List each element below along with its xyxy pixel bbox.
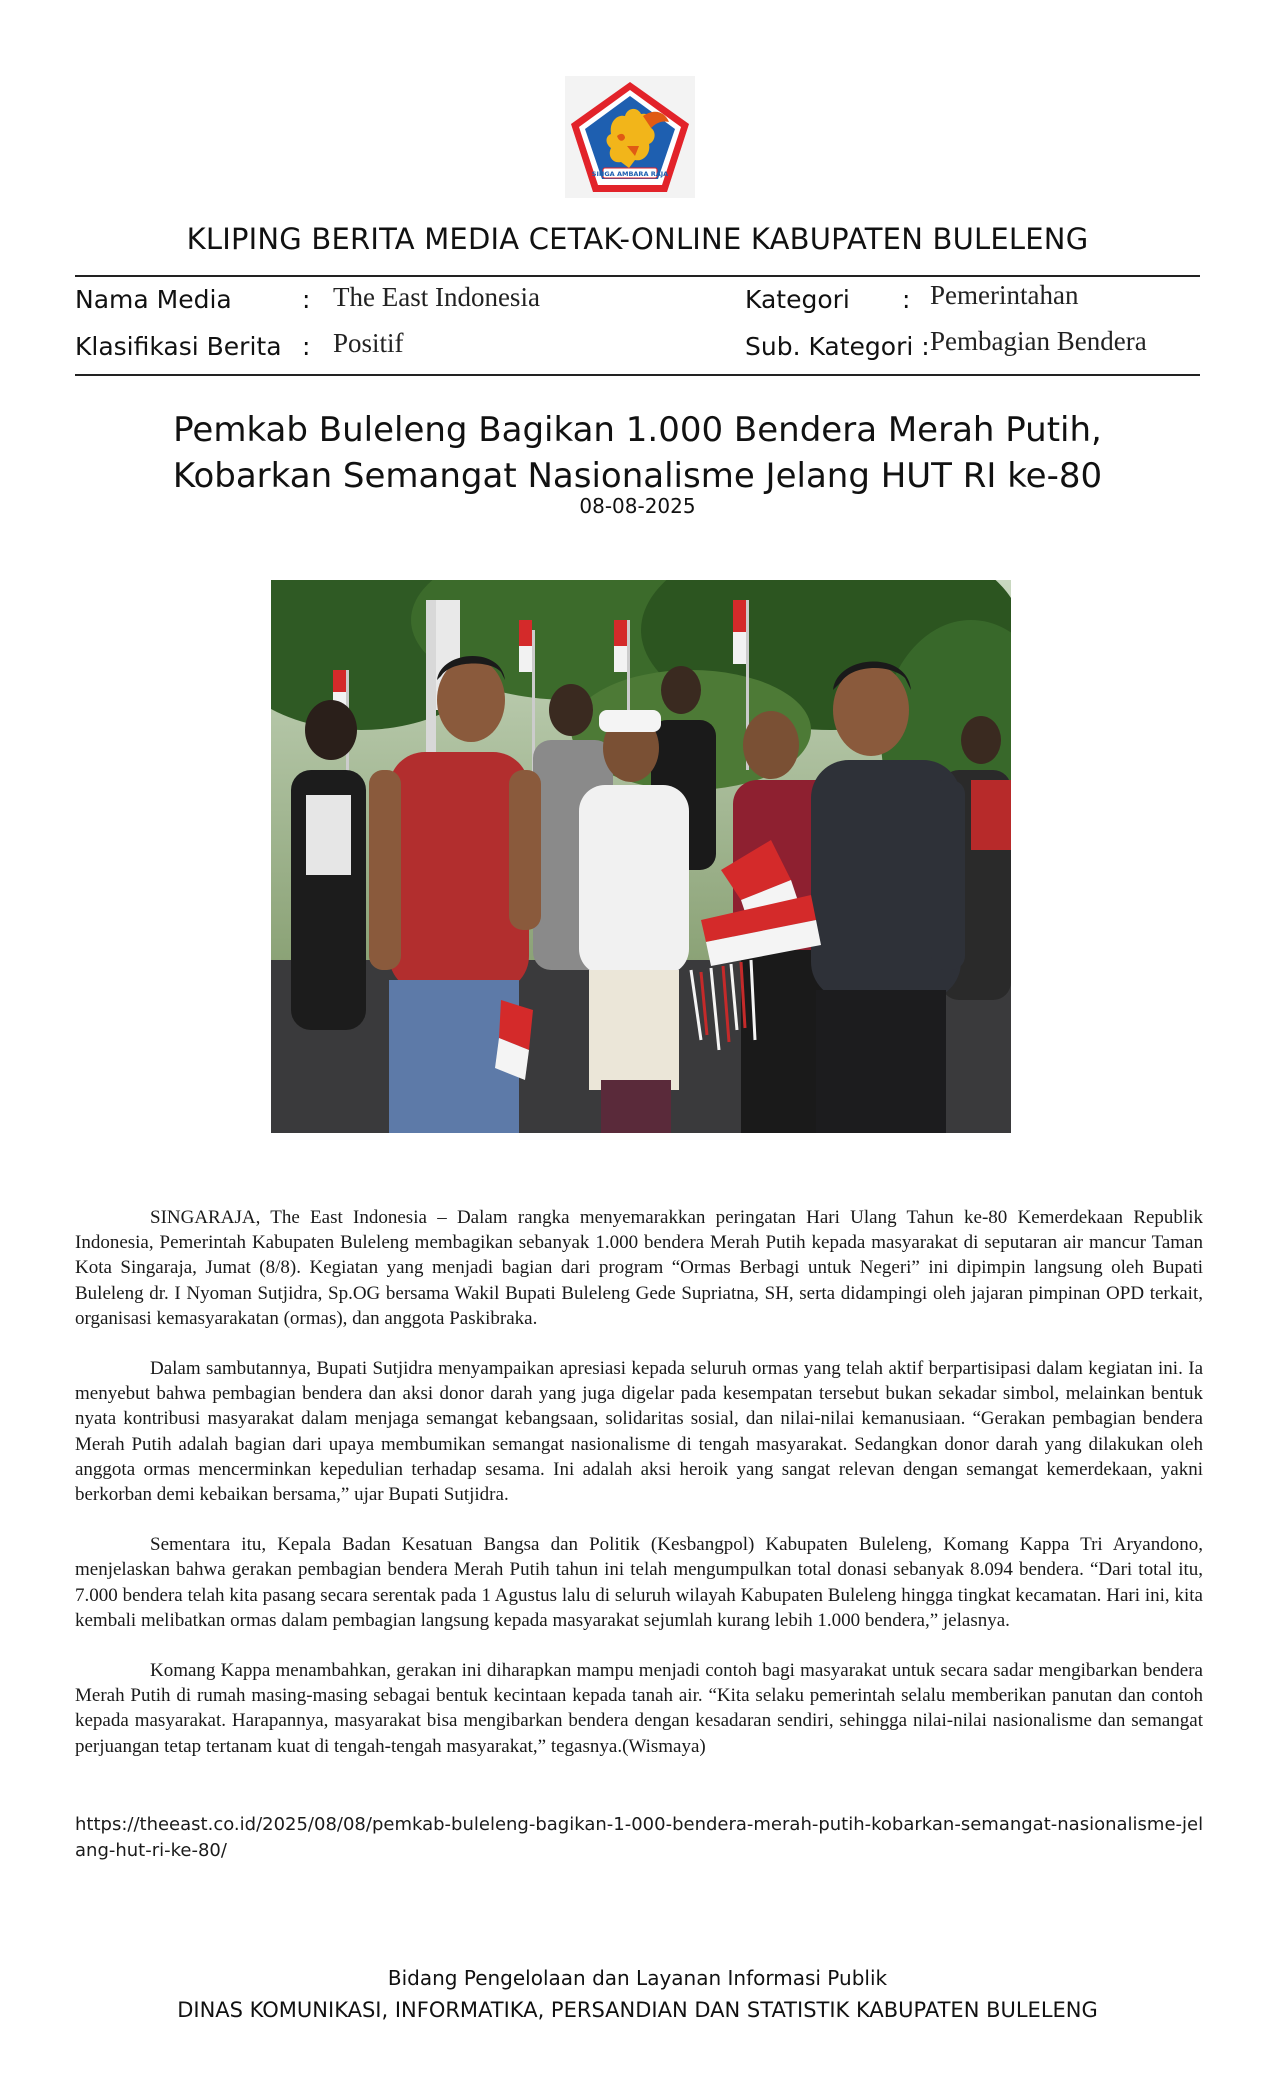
- article-paragraph-1: SINGARAJA, The East Indonesia – Dalam rangka menyemarakkan peringatan Hari Ulang Tahun ke-80 Kemerdekaan Republik Indonesia, Pemerintah Kabupaten Buleleng membagikan sebanyak 1.000 bendera Merah Putih kepada masyarakat di seputaran air mancur Taman Kota Singaraja, Jumat (8/8). Kegiatan yang menjadi bagian dari program “Ormas Berbagi untuk Negeri” ini dipimpin langsung oleh Bupati Buleleng dr. I Nyoman Sutjidra, Sp.OG bersama Wakil Bupati Buleleng Gede Supriatna, SH, serta didampingi oleh jajaran pimpinan OPD terkait, organisasi kemasyarakatan (ormas), dan anggota Paskibraka.: [75, 1207, 1203, 1329]
- divider-top: [75, 275, 1200, 277]
- article-body: [75, 1205, 1203, 1784]
- divider-bottom: [75, 374, 1200, 376]
- source-url[interactable]: https://theeast.co.id/2025/08/08/pemkab-buleleng-bagikan-1-000-bendera-merah-putih-kobarkan-semangat-nasionalisme-jelang-hut-ri-ke-80/: [75, 1814, 1204, 1861]
- page-header-title: KLIPING BERITA MEDIA CETAK-ONLINE KABUPATEN BULELENG: [186, 222, 1089, 256]
- media-value: The East Indonesia: [333, 282, 540, 312]
- singa-ambara-raja-emblem-icon: [565, 76, 695, 198]
- article-paragraph-4: Komang Kappa menambahkan, gerakan ini diharapkan mampu menjadi contoh bagi masyarakat untuk secara sadar mengibarkan bendera Merah Putih di rumah masing-masing sebagai bentuk kecintaan kepada tanah air. “Kita selaku pemerintah selalu memberikan panutan dan contoh kepada masyarakat. Harapannya, masyarakat bisa mengibarkan bendera dengan kesadaran sendiri, sehingga nilai-nilai nasionalisme dan semangat perjuangan tetap tertanam kuat di tengah-tengah masyarakat,” tegasnya.(Wismaya): [75, 1660, 1203, 1757]
- logo-motto: SINGA AMBARA RAJA: [591, 170, 669, 178]
- klasifikasi-value: Positif: [333, 328, 404, 358]
- kategori-colon: :: [902, 285, 911, 314]
- footer-agency: DINAS KOMUNIKASI, INFORMATIKA, PERSANDIAN DAN STATISTIK KABUPATEN BULELENG: [177, 1998, 1098, 2022]
- subkategori-value: Pembagian Bendera: [930, 326, 1147, 356]
- media-label: Nama Media: [75, 285, 232, 314]
- article-paragraph-3: Sementara itu, Kepala Badan Kesatuan Bangsa dan Politik (Kesbangpol) Kabupaten Buleleng, Komang Kappa Tri Aryandono, menjelaskan bahwa gerakan pembagian bendera Merah Putih tahun ini telah mengumpulkan total donasi sebanyak 8.094 bendera. “Dari total itu, 7.000 bendera telah kita pasang secara serentak pada 1 Agustus lalu di seluruh wilayah Kabupaten Buleleng hingga tingkat kecamatan. Hari ini, kita kembali melibatkan ormas dalam pembagian langsung kepada masyarakat sejumlah kurang lebih 1.000 bendera,” jelasnya.: [75, 1534, 1203, 1631]
- footer-department: Bidang Pengelolaan dan Layanan Informasi Publik: [387, 1966, 888, 1990]
- media-colon: :: [302, 285, 311, 314]
- article-headline-line-1: Pemkab Buleleng Bagikan 1.000 Bendera Merah Putih,: [173, 410, 1102, 450]
- kategori-label: Kategori: [745, 285, 850, 314]
- klasifikasi-colon: :: [302, 332, 311, 361]
- subkategori-label: Sub. Kategori :: [745, 332, 930, 361]
- kategori-value: Pemerintahan: [930, 280, 1079, 310]
- klasifikasi-label: Klasifikasi Berita: [75, 332, 282, 361]
- regency-logo: [565, 76, 695, 198]
- article-date: 08-08-2025: [579, 494, 696, 518]
- article-headline-line-2: Kobarkan Semangat Nasionalisme Jelang HUT RI ke-80: [172, 456, 1103, 496]
- photo-scene: [271, 580, 1011, 1133]
- article-paragraph-2: Dalam sambutannya, Bupati Sutjidra menyampaikan apresiasi kepada seluruh ormas yang telah aktif berpartisipasi dalam kegiatan ini. Ia menyebut bahwa pembagian bendera dan aksi donor darah yang juga digelar pada kesempatan tersebut bukan sekadar simbol, melainkan bentuk nyata kontribusi masyarakat dalam menjaga semangat kebangsaan, solidaritas sosial, dan nilai-nilai kemanusiaan. “Gerakan pembagian bendera Merah Putih adalah bagian dari upaya membumikan semangat nasionalisme di tengah masyarakat. Sedangkan donor darah yang dilakukan oleh anggota ormas mencerminkan kepedulian terhadap sesama. Ini adalah aksi heroik yang sangat relevan dengan semangat kemerdekaan, yakni berkorban demi kebaikan bersama,” ujar Bupati Sutjidra.: [75, 1358, 1203, 1506]
- flag-distribution-photo: [271, 580, 1011, 1133]
